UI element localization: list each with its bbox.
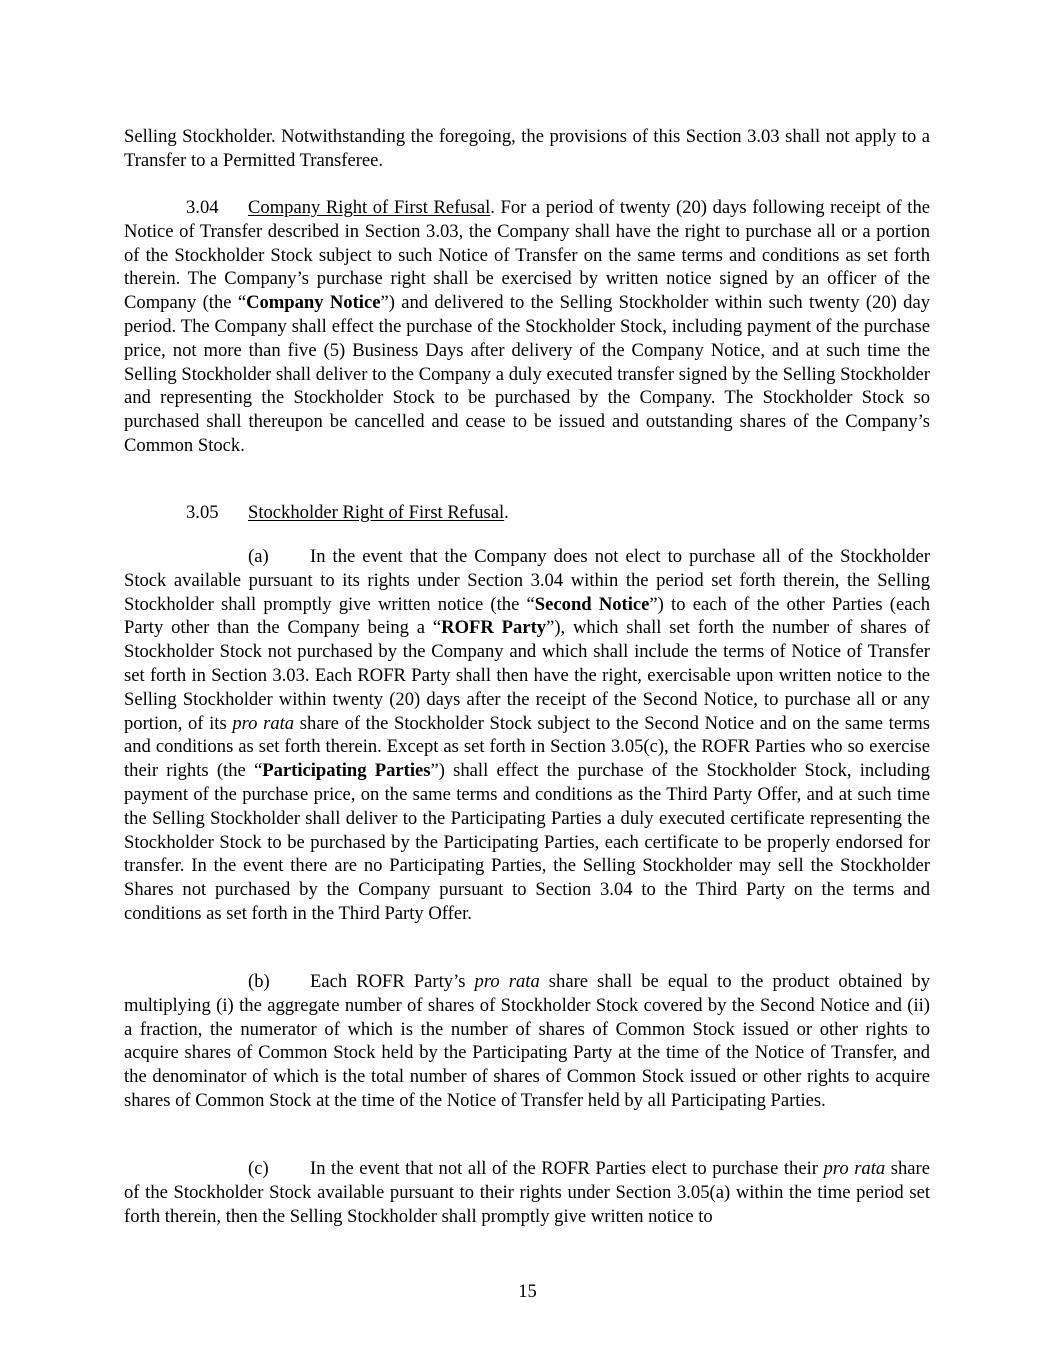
subsection-label: (a) xyxy=(248,546,269,567)
section-3-05-heading: 3.05 Stockholder Right of First Refusal. xyxy=(186,502,509,523)
defined-term: Second Notice xyxy=(534,593,650,615)
defined-term: Participating Parties xyxy=(262,760,431,782)
section-number: 3.05 xyxy=(186,502,219,523)
defined-term: ROFR Party xyxy=(441,617,547,639)
italic-term: pro rata xyxy=(823,1158,886,1179)
italic-term: pro rata xyxy=(474,971,540,992)
italic-term: pro rata xyxy=(232,712,295,734)
continuation-paragraph: Selling Stockholder. Notwithstanding the foregoing, the provisions of this Section 3.03 shall not apply to a Transfer to a Permitted Transferee. xyxy=(124,126,930,171)
section-heading: Stockholder Right of First Refusal xyxy=(248,502,505,523)
subsection-label: (c) xyxy=(248,1158,269,1179)
section-heading: Company Right of First Refusal xyxy=(248,197,491,218)
subsection-a-paragraph: (a) In the event that the Company does not elect to purchase all of the Stockholder Stock available pursuant to its rights under Section 3.04 within the period set forth therein, the Selling Stockholder shall promptly give written notice (the “Second Notice”) to each of the other Parties (each Party other than the Company being a “ROFR Party”), which shall set forth the number of shares of Stockholder Stock not purchased by the Company and which shall include the terms of Notice of Transfer set forth in Section 3.03. Each ROFR Party shall then have the right, exercisable upon written notice to the Selling Stockholder within twenty (20) days after the receipt of the Second Notice, to purchase all or any portion, of its pro rata share of the Stockholder Stock subject to the Second Notice and on the same terms and conditions as set forth therein. Except as set forth in Section 3.05(c), the ROFR Parties who so exercise their rights (the “Participating Parties”) shall effect the purchase of the Stockholder Stock, including payment of the purchase price, on the same terms and conditions as the Third Party Offer, and at such time the Selling Stockholder shall deliver to the Participating Parties a duly executed certificate representing the Stockholder Stock to be purchased by the Participating Parties, each certificate to be properly endorsed for transfer. In the event there are no Participating Parties, the Selling Stockholder may sell the Stockholder Shares not purchased by the Company pursuant to Section 3.04 to the Third Party on the terms and conditions as set forth in the Third Party Offer. xyxy=(124,546,930,924)
subsection-c-paragraph: (c) In the event that not all of the ROFR Parties elect to purchase their pro rata share of the Stockholder Stock available pursuant to their rights under Section 3.05(a) within the time period set forth therein, then the Selling Stockholder shall promptly give written notice to xyxy=(124,1158,930,1227)
defined-term: Company Notice xyxy=(246,292,381,314)
section-3-04-paragraph: 3.04 Company Right of First Refusal. For a period of twenty (20) days following receipt of the Notice of Transfer described in Section 3.03, the Company shall have the right to purchase all or a portion of the Stockholder Stock subject to such Notice of Transfer on the same terms and conditions as set forth therein. The Company’s purchase right shall be exercised by written notice signed by an officer of the Company (the “Company Notice”) and delivered to the Selling Stockholder within such twenty (20) day period. The Company shall effect the purchase of the Stockholder Stock, including payment of the purchase price, not more than five (5) Business Days after delivery of the Company Notice, and at such time the Selling Stockholder shall deliver to the Company a duly executed transfer signed by the Selling Stockholder and representing the Stockholder Stock to be purchased by the Company. The Stockholder Stock so purchased shall thereupon be cancelled and cease to be issued and outstanding shares of the Company’s Common Stock. xyxy=(124,197,930,456)
subsection-b-paragraph: (b) Each ROFR Party’s pro rata share shall be equal to the product obtained by multiplying (i) the aggregate number of shares of Stockholder Stock covered by the Second Notice and (ii) a fraction, the numerator of which is the number of shares of Common Stock issued or other rights to acquire shares of Common Stock held by the Participating Party at the time of the Notice of Transfer, and the denominator of which is the total number of shares of Common Stock issued or other rights to acquire shares of Common Stock at the time of the Notice of Transfer held by all Participating Parties. xyxy=(124,971,930,1111)
subsection-label: (b) xyxy=(248,971,270,992)
page-number: 15 xyxy=(518,1281,537,1302)
section-number: 3.04 xyxy=(186,197,219,218)
